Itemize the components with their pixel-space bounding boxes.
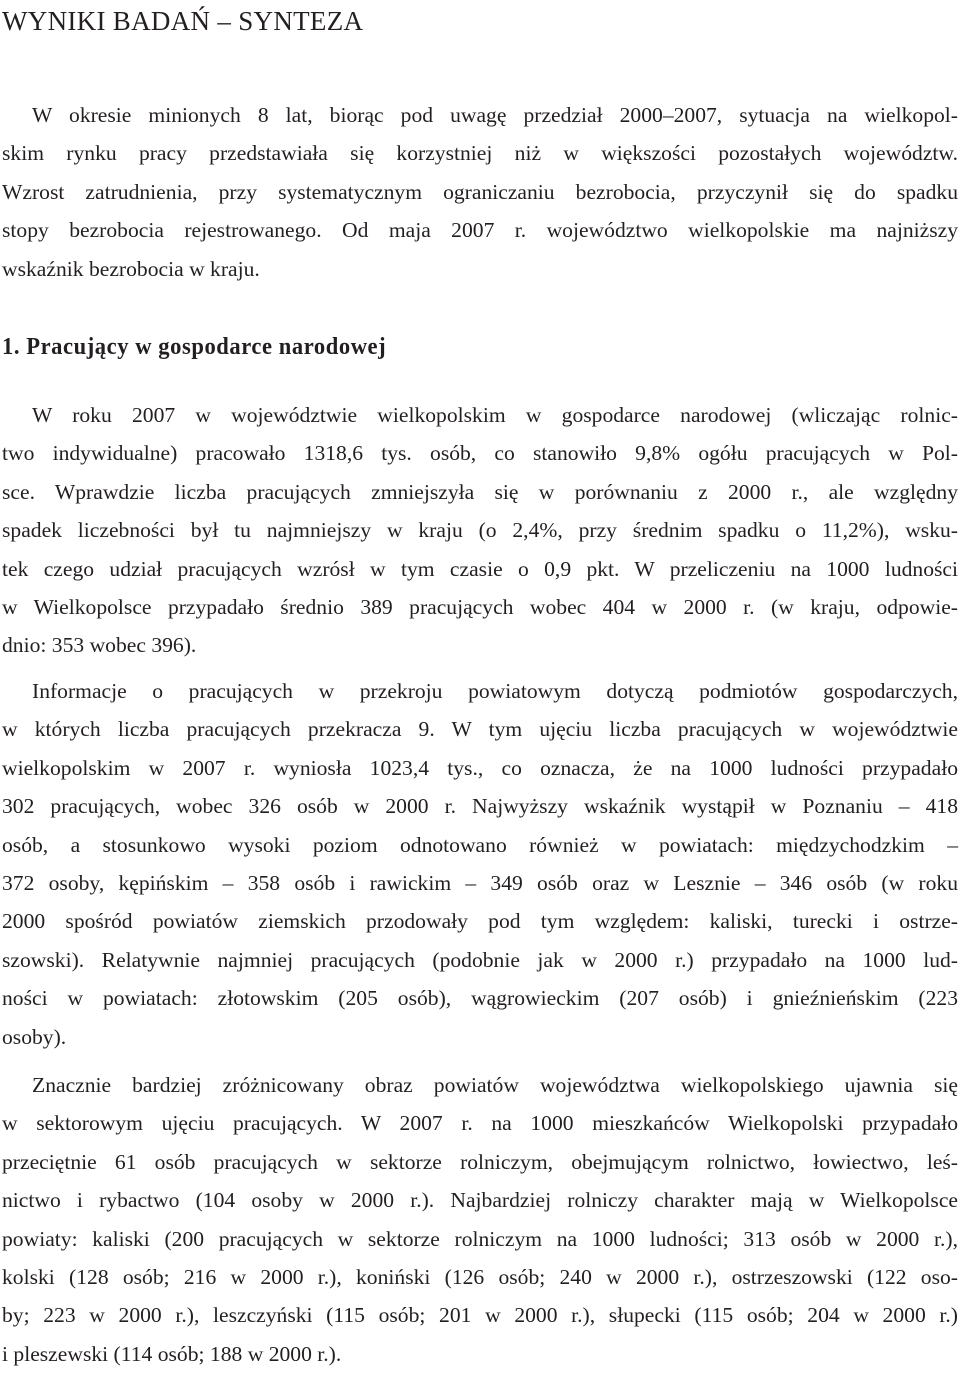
text-line: osób, a stosunkowo wysoki poziom odnotowano również w powiatach: międzychodzkim – <box>2 832 958 857</box>
text-line: wskaźnik bezrobocia w kraju. <box>2 256 260 281</box>
text-line: 302 pracujących, wobec 326 osób w 2000 r. Najwyższy wskaźnik wystąpił w Poznaniu – 418 <box>2 794 958 819</box>
text-line: Wzrost zatrudnienia, przy systematycznym ograniczaniu bezrobocia, przyczynił się do spadku <box>2 179 958 204</box>
text-line: spadek liczebności był tu najmniejszy w kraju (o 2,4%, przy średnim spadku o 11,2%), wsku- <box>2 518 958 543</box>
text-line: dnio: 353 wobec 396). <box>2 633 197 658</box>
text-line: stopy bezrobocia rejestrowanego. Od maja 2007 r. województwo wielkopolskie ma najniższy <box>2 218 958 243</box>
text-line: sce. Wprawdzie liczba pracujących zmniejszyła się w porównaniu z 2000 r., ale względny <box>2 479 958 504</box>
text-line: ności w powiatach: złotowskim (205 osób), wągrowieckim (207 osób) i gnieźnieńskim (223 <box>2 986 958 1011</box>
text-line: 2000 spośród powiatów ziemskich przodowały pod tym względem: kaliski, turecki i ostrze- <box>2 909 958 934</box>
text-line: 372 osoby, kępińskim – 358 osób i rawickim – 349 osób oraz w Lesznie – 346 osób (w roku <box>2 870 958 895</box>
section-heading: 1. Pracujący w gospodarce narodowej <box>2 334 387 360</box>
text-line: two indywidualne) pracowało 1318,6 tys. osób, co stanowiło 9,8% ogółu pracujących w Pol- <box>2 441 958 466</box>
text-line: by; 223 w 2000 r.), leszczyński (115 osób; 201 w 2000 r.), słupecki (115 osób; 204 w 2000 r.) <box>2 1303 958 1328</box>
paragraph-sector-employment <box>2 1066 958 1373</box>
text-line: W okresie minionych 8 lat, biorąc pod uwagę przedział 2000–2007, sytuacja na wielkopol- <box>32 103 958 127</box>
text-line: przeciętnie 61 osób pracujących w sektorze rolniczym, obejmującym rolnictwo, łowiectwo, leś- <box>2 1149 958 1174</box>
text-line: osoby). <box>2 1024 67 1049</box>
text-line: Znacznie bardziej zróżnicowany obraz powiatów województwa wielkopolskiego ujawnia się <box>32 1073 958 1097</box>
text-line: kolski (128 osób; 216 w 2000 r.), koniński (126 osób; 240 w 2000 r.), ostrzeszowski (122 oso- <box>2 1264 958 1289</box>
text-line: Informacje o pracujących w przekroju powiatowym dotyczą podmiotów gospodarczych, <box>32 679 958 703</box>
text-line: w Wielkopolsce przypadało średnio 389 pracujących wobec 404 w 2000 r. (w kraju, odpowie- <box>2 594 958 619</box>
page-title: WYNIKI BADAŃ – SYNTEZA <box>2 6 364 36</box>
text-line: wielkopolskim w 2007 r. wyniosła 1023,4 tys., co oznacza, że na 1000 ludności przypadało <box>2 755 958 780</box>
intro-paragraph <box>2 96 958 288</box>
text-line: skim rynku pracy przedstawiała się korzystniej niż w większości pozostałych województw. <box>2 141 958 166</box>
text-line: powiaty: kaliski (200 pracujących w sektorze rolniczym na 1000 ludności; 313 osób w 2000 r.), <box>2 1226 958 1251</box>
text-line: w sektorowym ujęciu pracujących. W 2007 r. na 1000 mieszkańców Wielkopolski przypadało <box>2 1111 958 1136</box>
paragraph-employment-total <box>2 396 958 665</box>
text-line: W roku 2007 w województwie wielkopolskim w gospodarce narodowej (wliczając rolnic- <box>32 403 958 427</box>
text-line: nictwo i rybactwo (104 osoby w 2000 r.). Najbardziej rolniczy charakter mają w Wielkopolsce <box>2 1188 958 1213</box>
text-line: tek czego udział pracujących wzrósł w tym czasie o 0,9 pkt. W przeliczeniu na 1000 ludności <box>2 556 958 581</box>
text-line: w których liczba pracujących przekracza 9. W tym ujęciu liczba pracujących w województwie <box>2 717 958 742</box>
paragraph-county-employment <box>2 672 958 1056</box>
text-line: i pleszewski (114 osób; 188 w 2000 r.). <box>2 1341 342 1366</box>
text-line: szowski). Relatywnie najmniej pracujących (podobnie jak w 2000 r.) przypadało na 1000 lud- <box>2 947 958 972</box>
